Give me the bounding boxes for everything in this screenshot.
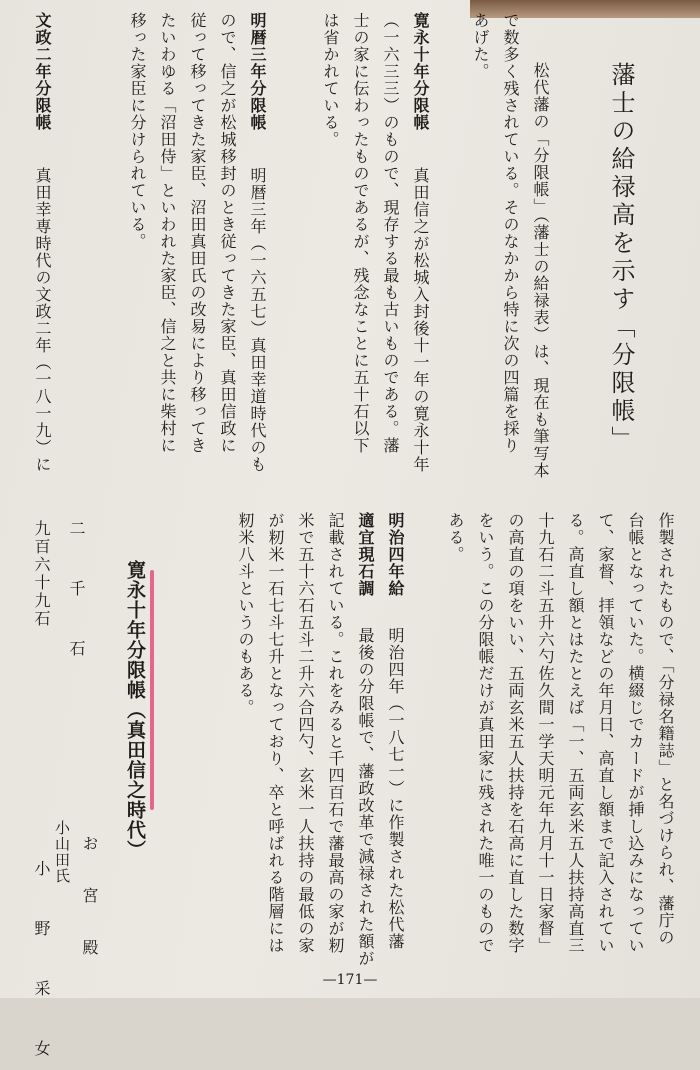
meiji-line-1: 明治四年（一八七一）に作製された松代藩	[386, 610, 405, 950]
kanei-line-3: 士の家に伝わったものであるが、残念なことに五十石以下	[351, 12, 370, 454]
intro-line-1: 松代藩の「分限帳」（藩士の給禄表）は、現在も筆写本	[531, 62, 550, 479]
meiji-line-2: 最後の分限帳で、藩政改革で減禄された額が	[356, 610, 375, 967]
meiji-title-2: 適宜現石調	[356, 512, 375, 597]
lower-line-3: て、家督、拝領などの年月日、高直し額まで記入されてい	[596, 512, 615, 954]
lower-line-7: をいう。この分限帳だけが真田家に残された唯一のもので	[476, 512, 495, 954]
kanei-line-2: （一六三三）のもので、現存する最も古いものである。藩	[381, 12, 400, 454]
figure-amount-1: 二 千 石	[67, 520, 86, 670]
meireki-line-5: 移った家臣に分けられている。	[128, 12, 147, 250]
meiji-line-4: 米で五十六石五斗二升六合四勺、玄米一人扶持の最低の家	[296, 512, 315, 954]
lower-line-1: 作製されたもので、「分禄名籍誌」と名づけられ、藩庁の	[656, 512, 675, 946]
figure-name-1: お 宮 殿	[80, 835, 99, 965]
meiji-line-6: 籾米八斗というのもある。	[236, 512, 255, 716]
meiji-line-3: 記載されている。これをみると千四百石で藩最高の家が籾	[326, 512, 345, 954]
intro-line-2: で数多く残されている。そのなかから特に次の四篇を採り	[501, 12, 520, 454]
meireki-line-4: たいわゆる「沼田侍」といわれた家臣、信之と共に柴村に	[158, 12, 177, 454]
bunsei-title: 文政二年分限帳	[33, 12, 52, 131]
lower-line-4: る。高直し額とはたとえば「一、五両玄米五人扶持高直三	[566, 512, 585, 954]
figure-name-3: 小 野 采 女	[32, 860, 51, 1070]
page-number: —171—	[322, 972, 378, 988]
lower-line-6: の高直の項をいい、五両玄米五人扶持を石高に直した数字	[506, 512, 525, 954]
kanei-line-1: 真田信之が松城入封後十一年の寛永十年	[411, 150, 430, 473]
meiji-line-5: が籾米一石七斗七升となっており、卒と呼ばれる階層には	[266, 512, 285, 954]
figure-caption: 寛永十年分限帳（真田信之時代）	[124, 560, 146, 860]
meireki-title: 明暦三年分限帳	[248, 12, 267, 131]
lower-line-2: 台帳となっていた。横綴じでカードが挿し込みになってい	[626, 512, 645, 954]
meireki-line-3: 従って移ってきた家臣、沼田真田氏の改易により移ってき	[188, 12, 207, 454]
lower-line-8: ある。	[446, 512, 465, 563]
section-heading: 藩士の給禄高を示す「分限帳」	[607, 62, 635, 454]
intro-line-3: あげた。	[471, 12, 490, 80]
kanei-line-4: は省かれている。	[321, 12, 340, 148]
red-highlight-mark	[150, 570, 154, 810]
meireki-line-1: 明暦三年（一六五七）真田幸道時代のも	[248, 150, 267, 473]
kanei-title: 寛永十年分限帳	[411, 12, 430, 131]
meireki-line-2: ので、信之が松城移封のとき従ってきた家臣、真田信政に	[218, 12, 237, 454]
lower-line-5: 十九石二斗五升六勺佐久間一学天明元年九月十一日家督」	[536, 512, 555, 954]
figure-amount-2: 九百六十九石	[32, 520, 51, 628]
figure-name-2: 小山田氏	[53, 820, 71, 884]
meiji-title-1: 明治四年給	[386, 512, 405, 597]
bunsei-line-1: 真田幸専時代の文政二年（一八一九）に	[33, 150, 52, 473]
